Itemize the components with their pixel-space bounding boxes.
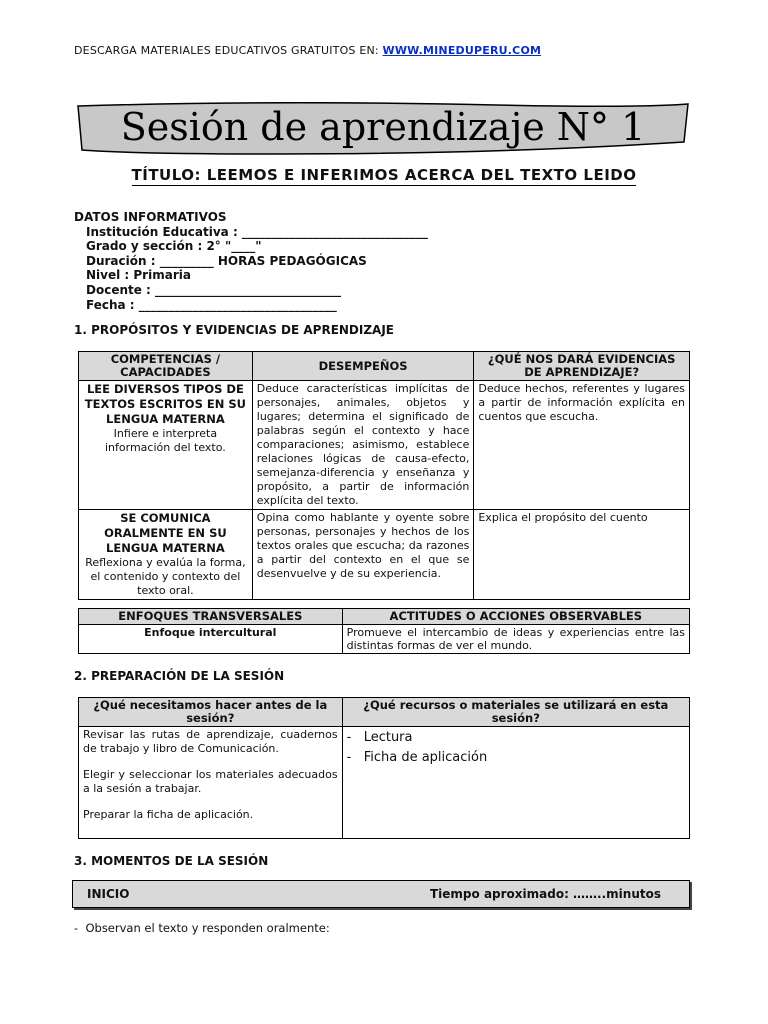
header-text: DESCARGA MATERIALES EDUCATIVOS GRATUITOS EN: [74, 44, 379, 57]
list-item: - Ficha de aplicación [346, 750, 488, 765]
col-header-recursos: ¿Qué recursos o materiales se utilizará en esta sesión? [342, 698, 689, 727]
col-header-competencias: COMPETENCIAS / CAPACIDADES [79, 352, 253, 381]
propositos-table [78, 351, 690, 600]
datos-line: Duración : _________ HORAS PEDAGÓGICAS [86, 253, 367, 268]
datos-line: Docente : _______________________________ [86, 282, 342, 297]
recursos-cell [342, 727, 689, 839]
competencia-sub: Reflexiona y evalúa la forma, el contenido y contexto del texto oral. [85, 556, 246, 597]
datos-line: Institución Educativa : _______________________________ [86, 224, 428, 239]
competencia-sub: Infiere e interpreta información del texto. [105, 427, 226, 454]
col-header-antes: ¿Qué necesitamos hacer antes de la sesión? [79, 698, 343, 727]
datos-line: Nivel : Primaria [86, 268, 191, 283]
evidencia-cell: Explica el propósito del cuento [474, 510, 690, 600]
tiempo-label: Tiempo aproximado: ……..minutos [429, 887, 661, 901]
competencia-title: SE COMUNICA ORALMENTE EN SU LENGUA MATERNA [104, 511, 227, 555]
enfoques-table [78, 608, 690, 654]
section3-heading: 3. MOMENTOS DE LA SESIÓN [74, 854, 269, 868]
competencia-cell [79, 510, 253, 600]
section2-heading: 2. PREPARACIÓN DE LA SESIÓN [74, 669, 285, 683]
datos-line: Grado y sección : 2° "____" [86, 239, 262, 254]
enfoque-cell: Enfoque intercultural [79, 625, 343, 654]
antes-item: Elegir y seleccionar los materiales adecuados a la sesión a trabajar. [83, 768, 338, 795]
antes-item: Revisar las rutas de aprendizaje, cuadernos de trabajo y libro de Comunicación. [83, 728, 338, 755]
list-item: - Observan el texto y responden oralmente: [74, 921, 330, 935]
col-header-evidencias: ¿QUÉ NOS DARÁ EVIDENCIAS DE APRENDIZAJE? [474, 352, 690, 381]
recurso-label: Ficha de aplicación [363, 750, 488, 765]
header-line [74, 44, 541, 57]
table-row [79, 510, 690, 600]
desempeno-cell: Deduce características implícitas de personajes, animales, objetos y lugares; determina el significado de palabras según el contexto y hace comparaciones; asimismo, establece relaciones lógicas de causa-efecto, semejanza-diferencia y enseñanza y propósito, a partir de información explícita del texto. [252, 381, 474, 510]
inicio-bar [72, 880, 690, 908]
datos-line: Fecha : _________________________________ [86, 297, 337, 312]
list-item: - Lectura [346, 730, 413, 745]
datos-heading: DATOS INFORMATIVOS [74, 210, 227, 224]
competencia-cell [79, 381, 253, 510]
page-title [74, 166, 694, 184]
bullet-text: Observan el texto y responden oralmente: [85, 921, 330, 935]
competencia-title: LEE DIVERSOS TIPOS DE TEXTOS ESCRITOS EN SU LENGUA MATERNA [84, 382, 246, 426]
section1-heading: 1. PROPÓSITOS Y EVIDENCIAS DE APRENDIZAJE [74, 323, 395, 337]
antes-item: Preparar la ficha de aplicación. [83, 808, 254, 821]
antes-cell [79, 727, 343, 839]
datos-informativos [74, 210, 428, 312]
actitud-cell: Promueve el intercambio de ideas y experiencias entre las distintas formas de ver el mundo. [342, 625, 689, 654]
preparacion-table [78, 697, 690, 839]
col-header-enfoques: ENFOQUES TRANSVERSALES [79, 609, 343, 625]
col-header-actitudes: ACTITUDES O ACCIONES OBSERVABLES [342, 609, 689, 625]
header-link[interactable]: WWW.MINEDUPERU.COM [382, 44, 542, 57]
desempeno-cell: Opina como hablante y oyente sobre personas, personajes y hechos de los textos orales que escucha; da razones a partir del contexto en el que se desenvuelve y de su experiencia. [252, 510, 474, 600]
col-header-desempenos: DESEMPEÑOS [252, 352, 474, 381]
inicio-label: INICIO [87, 887, 130, 901]
recurso-label: Lectura [363, 730, 413, 745]
table-row [79, 381, 690, 510]
session-title: Sesión de aprendizaje N° 1 [120, 105, 646, 149]
titulo-text: TÍTULO: LEEMOS E INFERIMOS ACERCA DEL TEXTO LEIDO [131, 166, 637, 184]
evidencia-cell: Deduce hechos, referentes y lugares a partir de información explícita en cuentos que escucha. [474, 381, 690, 510]
